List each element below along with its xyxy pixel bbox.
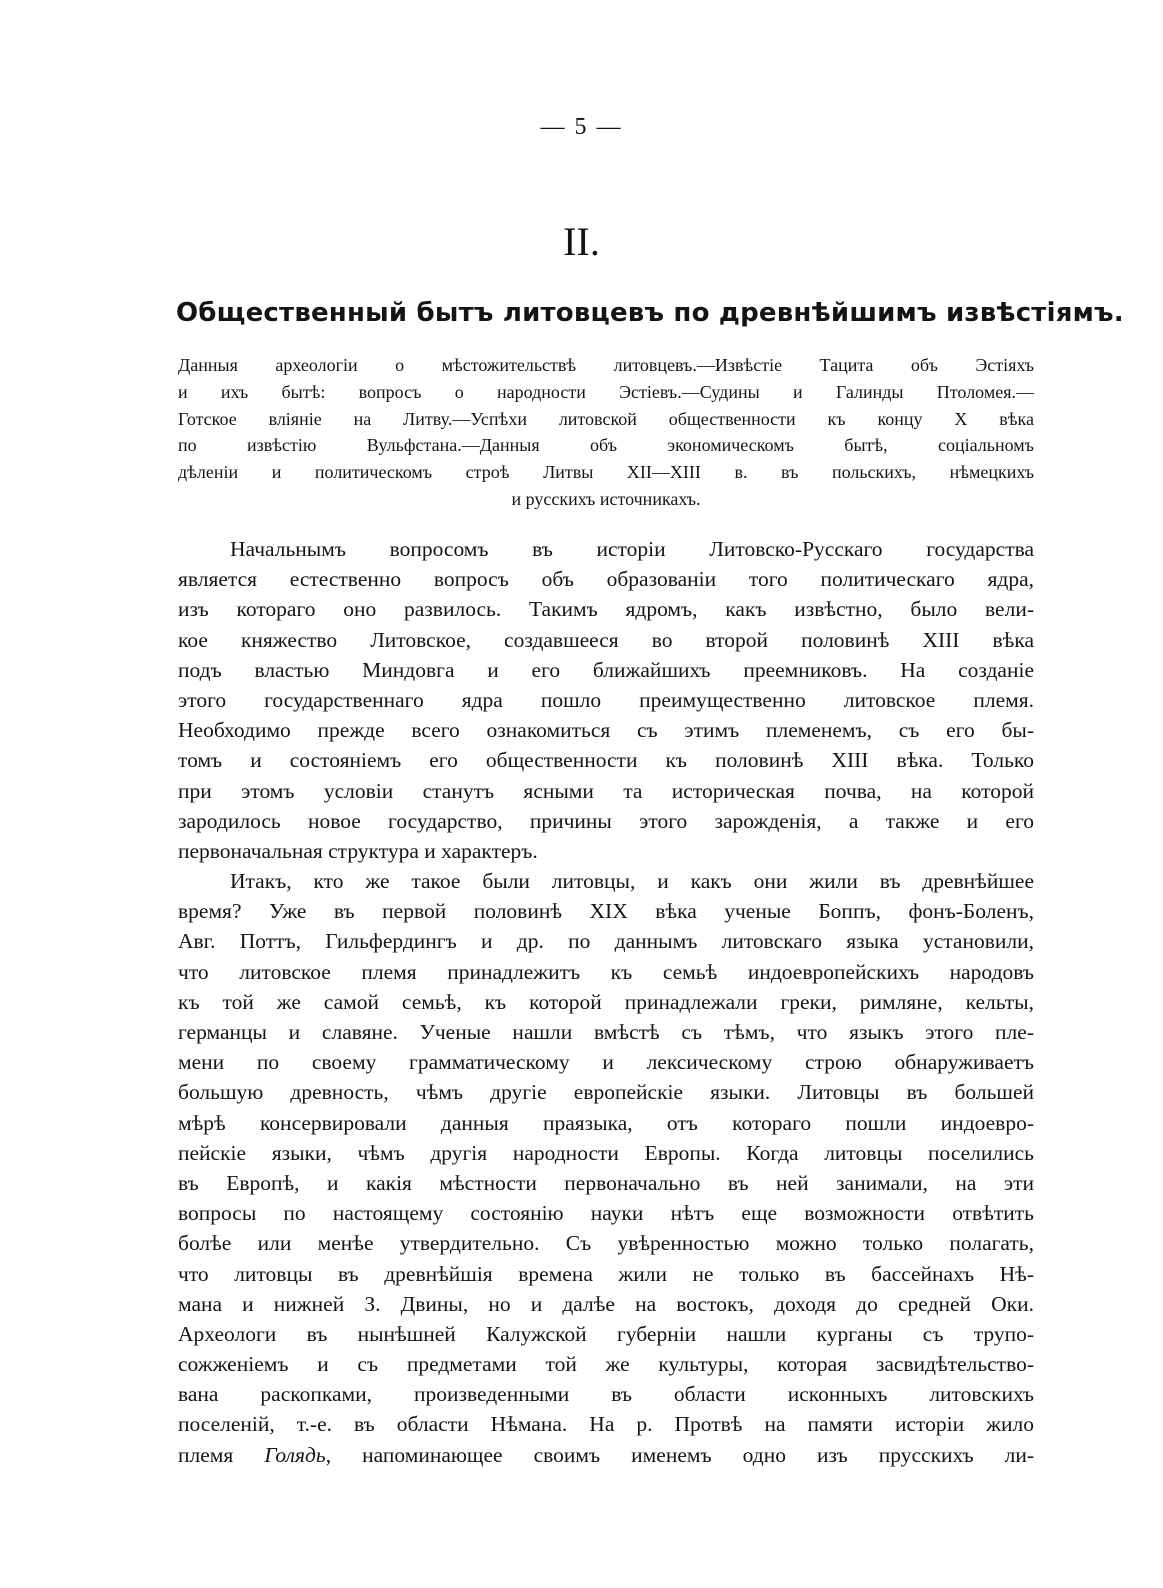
body-line: большую древность, чѣмъ другіе европейскіе языки. Литовцы въ большей <box>178 1080 1034 1105</box>
body-line: пейскіе языки, чѣмъ другія народности Европы. Когда литовцы поселились <box>178 1140 1034 1165</box>
body-line: кое княжество Литовское, создавшееся во второй половинѣ XIII вѣка <box>178 627 1034 652</box>
italic-name-goliad: Голядь <box>264 1442 326 1467</box>
summary-line: и ихъ бытѣ: вопросъ о народности Эстіевъ.—Судины и Галинды Птоломея.— <box>178 381 1034 402</box>
body-line: мана и нижней З. Двины, но и далѣе на востокъ, доходя до средней Оки. <box>178 1291 1034 1316</box>
last-line-end: , напоминающее своимъ именемъ одно изъ прусскихъ ли- <box>325 1442 1034 1467</box>
body-line: Начальнымъ вопросомъ въ исторіи Литовско-Русскаго государства <box>230 537 1034 561</box>
body-line-last <box>178 1440 1034 1470</box>
chapter-title: Общественный бытъ литовцевъ по древнѣйшимъ извѣстіямъ. <box>176 298 1124 328</box>
body-line: что литовское племя принадлежитъ къ семьѣ индоевропейскихъ народовъ <box>178 959 1034 984</box>
body-line: при этомъ условіи станутъ ясными та историческая почва, на которой <box>178 778 1034 803</box>
body-line: мѣрѣ консервировали данныя праязыка, отъ котораго пошли индоевро- <box>178 1110 1034 1135</box>
body-line: время? Уже въ первой половинѣ XIX вѣка ученые Боппъ, фонъ-Боленъ, <box>178 899 1034 924</box>
body-line: этого государственнаго ядра пошло преимущественно литовское племя. <box>178 687 1034 712</box>
last-line-start: племя <box>178 1442 265 1467</box>
body-line: къ той же самой семьѣ, къ которой принадлежали греки, римляне, кельты, <box>178 989 1034 1014</box>
page-number: — 5 — <box>540 114 623 140</box>
body-line: что литовцы въ древнѣйшія времена жили не только въ бассейнахъ Нѣ- <box>178 1261 1034 1286</box>
body-line: германцы и славяне. Ученые нашли вмѣстѣ съ тѣмъ, что языкъ этого пле- <box>178 1020 1034 1044</box>
body-line: Авг. Поттъ, Гильфердингъ и др. по даннымъ литовскаго языка установили, <box>178 929 1034 954</box>
body-line: изъ котораго оно развилось. Такимъ ядромъ, какъ извѣстно, было вели- <box>178 597 1034 622</box>
body-line: мени по своему грамматическому и лексическому строю обнаруживаетъ <box>178 1050 1034 1075</box>
summary-line: дѣленіи и политическомъ строѣ Литвы XII—XIII в. въ польскихъ, нѣмецкихъ <box>178 462 1034 483</box>
summary-line: и русскихъ источникахъ. <box>511 488 701 509</box>
chapter-number: II. <box>563 219 600 264</box>
body-line: вана раскопками, произведенными въ области исконныхъ литовскихъ <box>178 1382 1034 1407</box>
body-line: поселеній, т.-е. въ области Нѣмана. На р. Протвѣ на памяти исторіи жило <box>178 1412 1034 1437</box>
body-line: вопросы по настоящему состоянію науки нѣтъ еще возможности отвѣтить <box>178 1201 1034 1226</box>
body-line: въ Европѣ, и какія мѣстности первоначально въ ней занимали, на эти <box>178 1170 1034 1195</box>
body-line: болѣе или менѣе утвердительно. Съ увѣренностью можно только полагать, <box>178 1231 1034 1256</box>
body-line: зародилось новое государство, причины этого зарожденія, а также и его <box>178 808 1034 833</box>
summary-line: по извѣстію Вульфстана.—Данныя объ экономическомъ бытѣ, соціальномъ <box>178 435 1034 456</box>
body-line: первоначальная структура и характеръ. <box>178 838 538 863</box>
body-line: томъ и состояніемъ его общественности къ половинѣ XIII вѣка. Только <box>178 748 1034 773</box>
body-line: сожженіемъ и съ предметами той же культуры, которая засвидѣтельство- <box>178 1352 1034 1377</box>
body-line: подъ властью Миндовга и его ближайшихъ преемниковъ. На созданіе <box>178 657 1034 682</box>
chapter-summary <box>178 352 1034 513</box>
body-text <box>178 534 1034 1470</box>
summary-line: Готское вліяніе на Литву.—Успѣхи литовской общественности къ концу X вѣка <box>178 408 1034 429</box>
body-line: Археологи въ нынѣшней Калужской губерніи нашли курганы съ трупо- <box>178 1321 1034 1346</box>
summary-line: Данныя археологіи о мѣстожительствѣ литовцевъ.—Извѣстіе Тацита объ Эстіяхъ <box>178 355 1034 375</box>
body-line: является естественно вопросъ объ образованіи того политическаго ядра, <box>178 567 1034 592</box>
body-line: Необходимо прежде всего ознакомиться съ этимъ племенемъ, съ его бы- <box>178 718 1034 743</box>
body-line: Итакъ, кто же такое были литовцы, и какъ они жили въ древнѣйшее <box>230 869 1034 894</box>
